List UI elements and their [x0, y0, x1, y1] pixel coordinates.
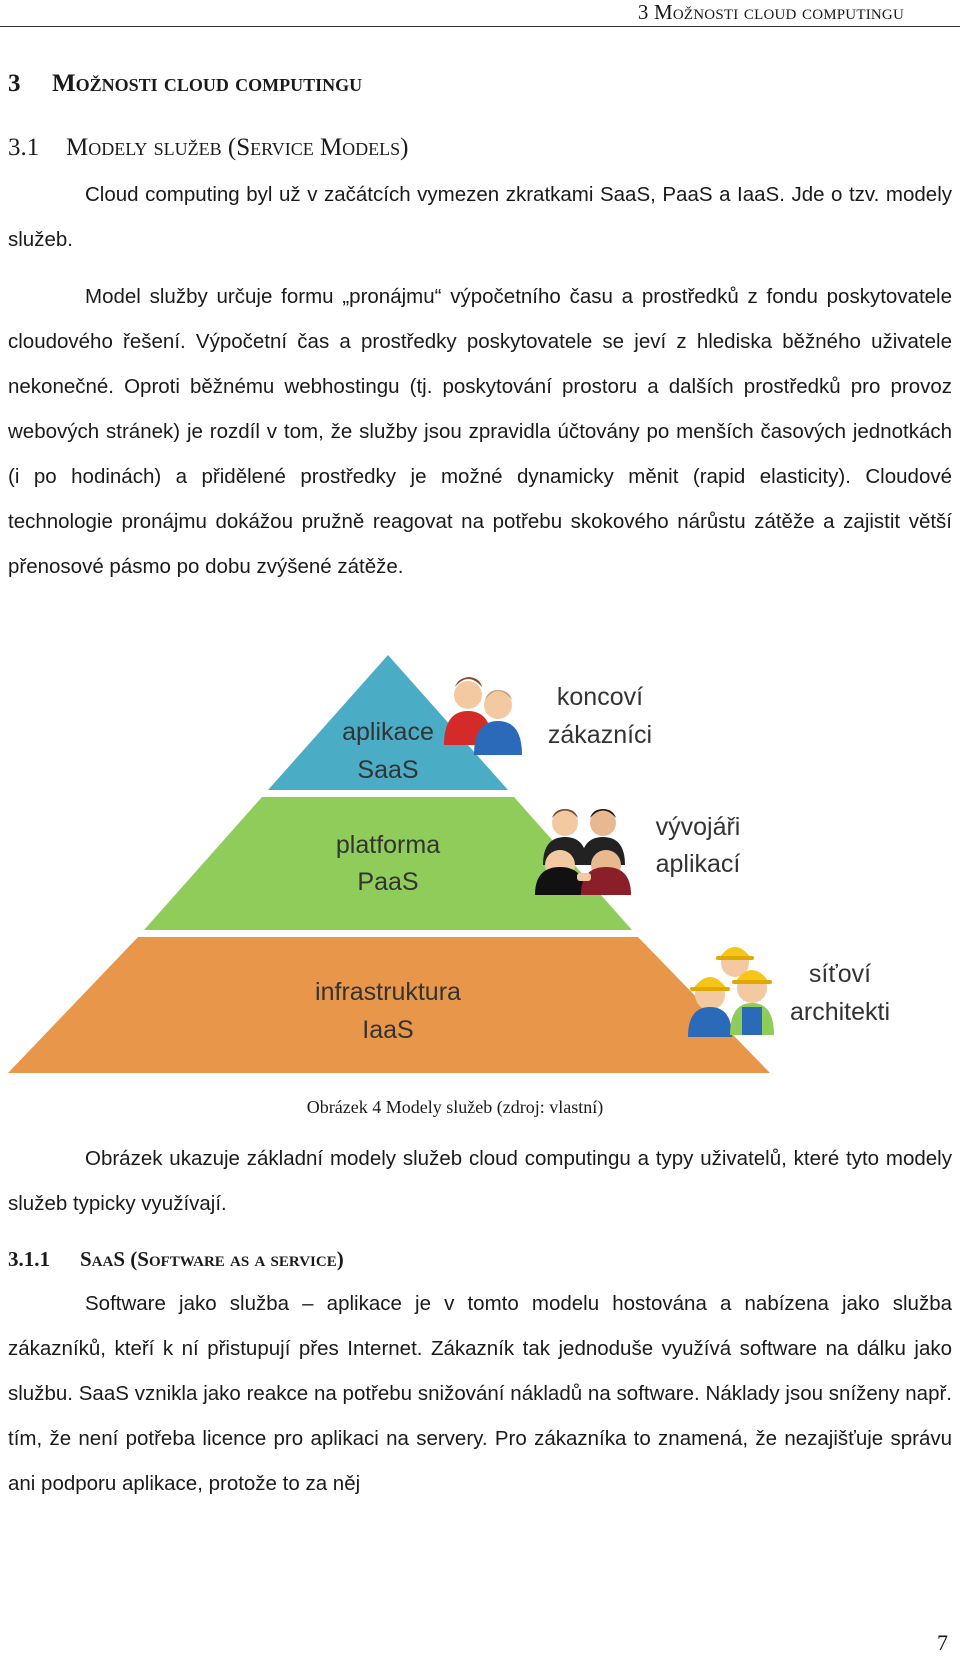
service-models-figure	[0, 645, 960, 1085]
section-title: Modely služeb (Service Models)	[66, 134, 409, 161]
running-header: 3 Možnosti cloud computingu	[637, 0, 904, 24]
section-heading	[8, 134, 409, 162]
paragraph-intro: Cloud computing byl už v začátcích vymezen zkratkami SaaS, PaaS a IaaS. Jde o tzv. modely služeb.	[8, 183, 952, 251]
subsection-heading	[8, 1247, 344, 1272]
customers-label-2: zákazníci	[547, 721, 653, 749]
figure-caption: Obrázek 4 Modely služeb (zdroj: vlastní)	[306, 1097, 604, 1117]
developers-icon	[535, 809, 631, 895]
paragraph-figure-description: Obrázek ukazuje základní modely služeb cloud computingu a typy uživatelů, které tyto modely služeb typicky využívají.	[8, 1147, 952, 1215]
architects-label-1: síťoví	[808, 960, 872, 988]
architects-label-2: architekti	[789, 998, 891, 1026]
page-number: 7	[937, 1630, 948, 1655]
section-number: 3.1	[8, 134, 40, 161]
subsection-number: 3.1.1	[8, 1247, 50, 1271]
tier-iaas-label: infrastruktura	[315, 978, 461, 1006]
paragraph-saas: Software jako služba – aplikace je v tomto modelu hostována a nabízena jako služba zákazníků, kteří k ní přistupují přes Internet. Zákazník tak jednoduše využívá software na dálku jako službu. SaaS vznikla jako reakce na potřebu snižování nákladů na software. Náklady jsou sníženy např. tím, že není potřeba licence pro aplikaci na servery. Pro zákazníka to znamená, že nezajišťuje správu ani podporu aplikace, protože to za něj	[8, 1292, 952, 1495]
chapter-heading	[8, 70, 362, 98]
chapter-number: 3	[8, 70, 21, 97]
chapter-title: Možnosti cloud computingu	[52, 70, 363, 97]
tier-saas-abbr: SaaS	[357, 756, 419, 784]
tier-paas-label: platforma	[335, 831, 441, 859]
tier-saas-label: aplikace	[342, 718, 434, 746]
subsection-title: SaaS (Software as a service)	[80, 1247, 344, 1271]
header-rule	[0, 26, 960, 27]
architects-icon	[688, 947, 774, 1037]
developers-label-1: vývojáři	[655, 813, 741, 841]
developers-label-2: aplikací	[655, 850, 741, 878]
paragraph-service-model: Model služby určuje formu „pronájmu“ výpočetního času a prostředků z fondu poskytovatele cloudového řešení. Výpočetní čas a prostředky poskytovatele se jeví z hlediska běžného uživatele nekonečné. Oproti běžnému webhostingu (tj. poskytování prostoru a dalších prostředků pro provoz webových stránek) je rozdíl v tom, že služby jsou zpravidla účtovány po menších časových jednotkách (i po hodinách) a přidělené prostředky je možné dynamicky měnit (rapid elasticity). Cloudové technologie pronájmu dokážou pružně reagovat na potřebu skokového nárůstu zátěže a zajistit větší přenosové pásmo po dobu zvýšené zátěže.	[8, 285, 952, 578]
customers-icon	[444, 677, 522, 755]
customers-label-1: koncoví	[556, 683, 644, 711]
tier-iaas-abbr: IaaS	[362, 1016, 414, 1044]
tier-paas-abbr: PaaS	[357, 868, 419, 896]
